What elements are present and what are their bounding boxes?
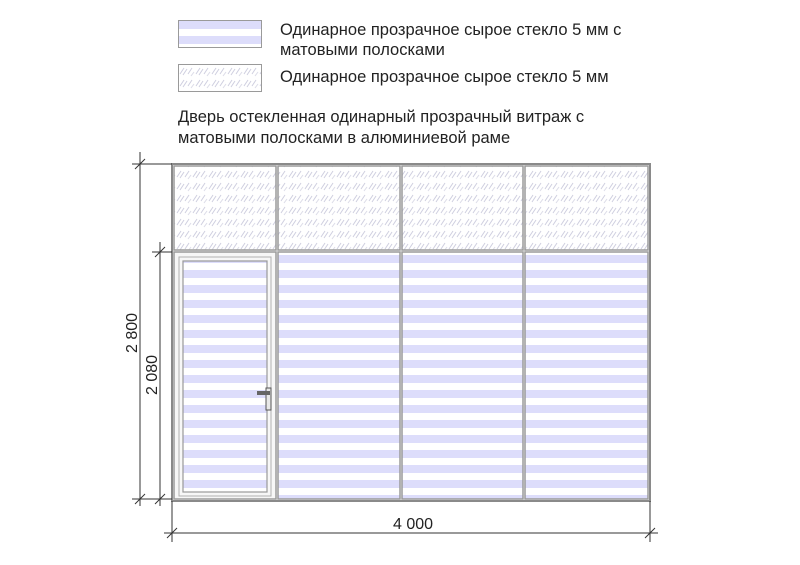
transom-panel-4 <box>525 166 648 250</box>
door-leaf-glass <box>183 261 267 492</box>
legend-label-clear-glass: Одинарное прозрачное сырое стекло 5 мм <box>280 68 609 86</box>
dimension-total-height-label: 2 800 <box>124 312 141 354</box>
transom-panels <box>174 166 648 250</box>
door <box>174 252 276 499</box>
lower-panel-2 <box>278 252 400 499</box>
drawing-caption: Дверь остекленная одинарный прозрачный витраж с матовыми полосками в алюминиевой раме <box>178 108 585 147</box>
transom-panel-3 <box>402 166 523 250</box>
lower-panel-4 <box>525 252 648 499</box>
lower-panels <box>278 252 648 499</box>
transom-panel-2 <box>278 166 400 250</box>
lower-panel-3 <box>402 252 523 499</box>
dimension-door-height-label: 2 080 <box>144 354 161 396</box>
transom-panel-1 <box>174 166 276 250</box>
dimension-total-width-label: 4 000 <box>392 516 434 533</box>
legend-label-striped-glass: Одинарное прозрачное сырое стекло 5 мм с матовыми полосками <box>280 21 622 59</box>
